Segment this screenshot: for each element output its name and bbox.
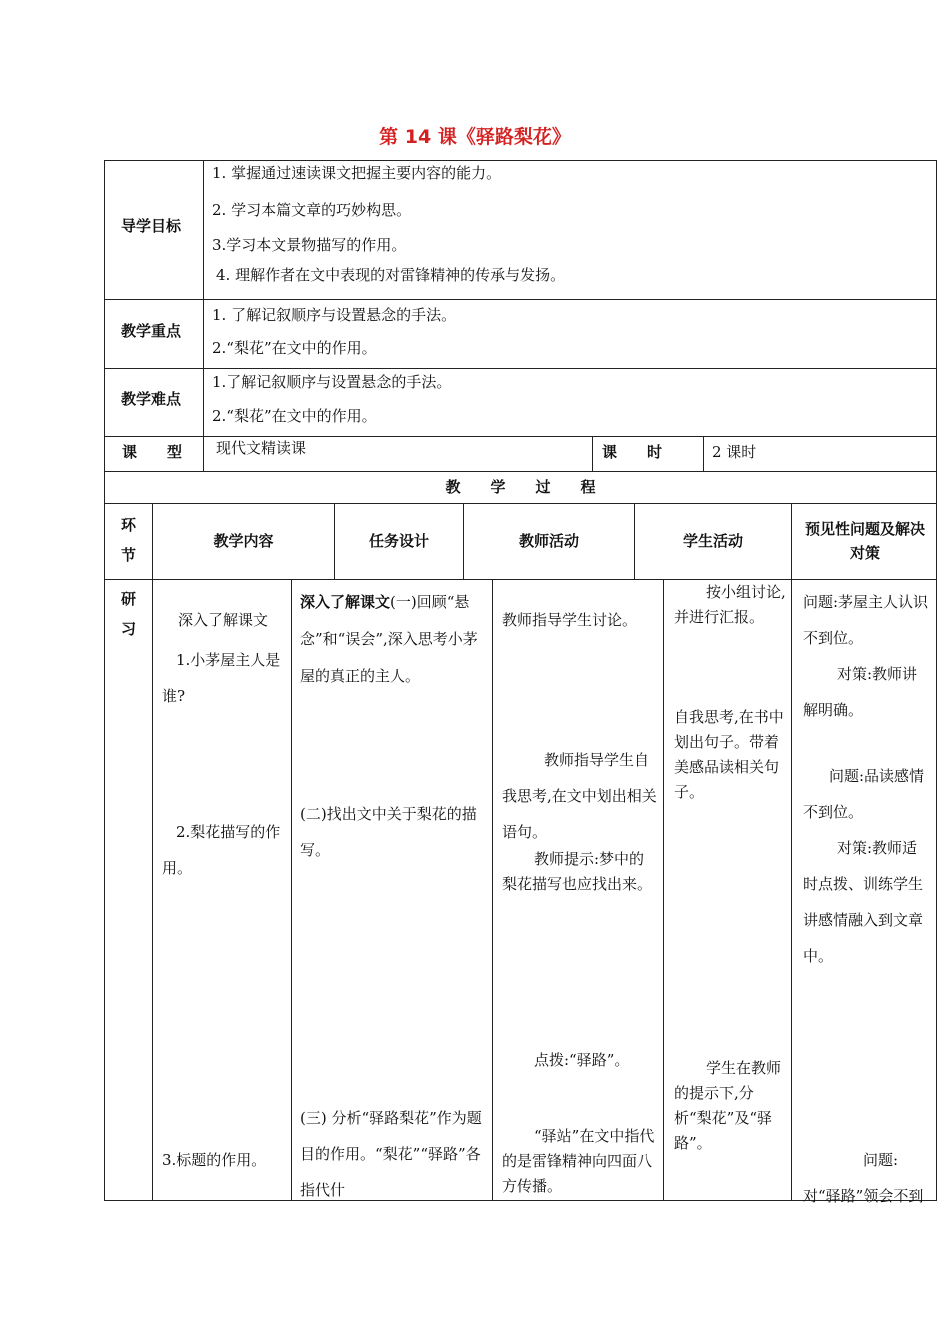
content-intro: 深入了解课文 bbox=[178, 611, 269, 629]
teacher-3: 教师提示:梦中的梨花描写也应找出来。 bbox=[502, 850, 653, 893]
problem-2: 对策:教师讲解明确。 bbox=[803, 665, 918, 719]
student-1: 按小组讨论,并进行汇报。 bbox=[674, 583, 786, 626]
teacher-2: 教师指导学生自我思考,在文中划出相关语句。 bbox=[502, 751, 657, 841]
task-1-bold: 深入了解课文 bbox=[300, 593, 391, 611]
difficulty-item-2: 2.“梨花”在文中的作用。 bbox=[212, 407, 377, 425]
teacher-5: “驿站”在文中指代的是雷锋精神向四面八方传播。 bbox=[502, 1127, 655, 1195]
teacher-4: 点拨:“驿路”。 bbox=[534, 1051, 630, 1069]
problem-3: 问题:品读感情不到位。 bbox=[803, 767, 925, 821]
keypoints-label: 教学重点 bbox=[121, 322, 182, 340]
body-stage-cell bbox=[104, 579, 153, 1201]
goal-item-3: 3.学习本文景物描写的作用。 bbox=[212, 236, 407, 254]
goal-item-2: 2. 学习本篇文章的巧妙构思。 bbox=[212, 201, 412, 219]
student-3: 学生在教师的提示下,分析“梨花”及“驿路”。 bbox=[674, 1059, 782, 1152]
goals-label: 导学目标 bbox=[121, 217, 182, 235]
type-value: 现代文精读课 bbox=[216, 439, 307, 457]
page-title: 第 14 课《驿路梨花》 bbox=[379, 126, 571, 148]
problem-4: 对策:教师适时点拨、训练学生讲感情融入到文章中。 bbox=[803, 839, 924, 965]
task-1-rest: (一)回顾“悬念”和“误会”,深入思考小茅屋的真正的主人。 bbox=[300, 593, 478, 685]
task-1 bbox=[300, 584, 486, 695]
goal-item-1: 1. 掌握通过速读课文把握主要内容的能力。 bbox=[212, 164, 502, 182]
type-label: 课 型 bbox=[122, 443, 183, 461]
student-2: 自我思考,在书中划出句子。带着美感品读相关句子。 bbox=[674, 708, 784, 801]
content-q3: 3.标题的作用。 bbox=[162, 1151, 267, 1169]
header-problems: 预见性问题及解决对策 bbox=[804, 520, 925, 562]
task-2: (二)找出文中关于梨花的描写。 bbox=[300, 805, 477, 859]
difficulty-item-1: 1.了解记叙顺序与设置悬念的手法。 bbox=[212, 373, 452, 391]
content-q2: 2.梨花描写的作用。 bbox=[162, 823, 281, 877]
keypoint-item-1: 1. 了解记叙顺序与设置悬念的手法。 bbox=[212, 306, 457, 324]
goal-item-4: 4. 理解作者在文中表现的对雷锋精神的传承与发扬。 bbox=[216, 266, 566, 284]
process-label: 教 学 过 程 bbox=[445, 478, 596, 496]
hours-value: 2 课时 bbox=[712, 443, 757, 461]
header-student: 学生活动 bbox=[682, 532, 743, 550]
keypoint-item-2: 2.“梨花”在文中的作用。 bbox=[212, 339, 377, 357]
header-content: 教学内容 bbox=[213, 532, 274, 550]
content-q1: 1.小茅屋主人是谁? bbox=[162, 651, 281, 705]
difficulties-label: 教学难点 bbox=[121, 390, 182, 408]
header-stage: 环节 bbox=[121, 516, 137, 564]
problem-1: 问题:茅屋主人认识不到位。 bbox=[803, 593, 929, 647]
task-3: (三) 分析“驿路梨花”作为题目的作用。“梨花”“驿路”各指代什 bbox=[300, 1109, 482, 1199]
hours-label: 课 时 bbox=[602, 443, 663, 461]
teacher-1: 教师指导学生讨论。 bbox=[502, 611, 638, 629]
row-stage: 研习 bbox=[121, 590, 137, 638]
problem-5: 问题:对“驿路”领会不到 bbox=[803, 1151, 924, 1205]
header-teacher: 教师活动 bbox=[518, 532, 579, 550]
header-task: 任务设计 bbox=[368, 532, 429, 550]
